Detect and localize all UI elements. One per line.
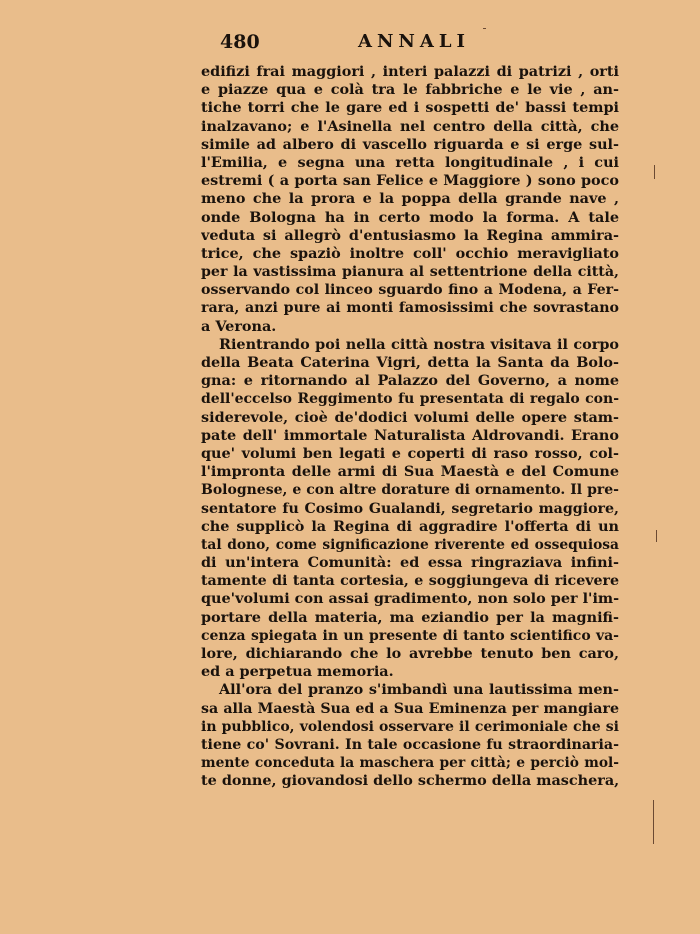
text-line: inalzavano; e l'Asinella nel centro della città, che [201,117,619,135]
text-line: sa alla Maestà Sua ed a Sua Eminenza per mangiare [201,700,619,717]
text-line: e piazze qua e colà tra le fabbriche e le vie , an- [201,81,619,99]
text-line: gna: e ritornando al Palazzo del Governo, a nome [201,372,619,390]
text-line: per la vastissima pianura al settentrione della città, [201,264,619,281]
page-number: 480 [220,31,260,53]
text-line: onde Bologna ha in certo modo la forma. A tale [201,208,619,226]
text-line: l'Emilia, e segna una retta longitudinale , i cui [201,153,619,171]
margin-mark [656,530,657,542]
body-text [201,63,619,791]
text-line: che supplicò la Regina di aggradire l'offerta di un [201,517,619,535]
text-line: simile ad albero di vascello riguarda e si erge sul- [201,135,619,153]
text-line: sentatore fu Cosimo Gualandi, segretario maggiore, [201,500,619,517]
text-line: tal dono, come significazione riverente ed ossequiosa [201,536,619,553]
text-line: dell'eccelso Reggimento fu presentata di regalo con- [201,391,619,408]
text-line: l'impronta delle armi di Sua Maestà e del Comune [201,463,619,481]
paragraph-start-line: Rientrando poi nella città nostra visitava il corpo [219,335,619,353]
text-line: siderevole, cioè de'dodici volumi delle opere stam- [201,408,619,426]
text-line: estremi ( a porta san Felice e Maggiore ) sono poco [201,172,619,190]
text-line: tamente di tanta cortesia, e soggiungeva di ricevere [201,573,619,590]
text-line: della Beata Caterina Vigri, detta la Santa da Bolo- [201,354,619,371]
text-line: osservando col linceo sguardo fino a Modena, a Fer- [201,282,619,299]
text-line: lore, dichiarando che lo avrebbe tenuto ben caro, [201,645,619,662]
margin-mark [483,28,486,29]
text-line: a Verona. [201,317,277,335]
text-line: portare della materia, ma eziandio per la magnifi- [201,608,619,626]
text-line: que'volumi con assai gradimento, non solo per l'im- [201,590,619,608]
running-title: ANNALI [358,31,470,52]
text-line: in pubblico, volendosi osservare il cerimoniale che si [201,718,619,735]
text-line: mente conceduta la maschera per città; e perciò mol- [201,755,619,772]
text-line: tiene co' Sovrani. In tale occasione fu straordinaria- [201,736,619,753]
text-line: meno che la prora e la poppa della grande nave , [201,190,619,208]
text-line: pate dell' immortale Naturalista Aldrovandi. Erano [201,426,619,444]
paragraph-start-line: All'ora del pranzo s'imbandì una lautissima men- [219,681,619,699]
text-line: tiche torri che le gare ed i sospetti de' bassi tempi [201,99,619,117]
text-line: veduta si allegrò d'entusiasmo la Regina ammira- [201,226,619,244]
text-line: rara, anzi pure ai monti famosissimi che sovrastano [201,300,619,317]
text-line: cenza spiegata in un presente di tanto scientifico va- [201,627,619,644]
text-line: Bolognese, e con altre dorature di ornamento. Il pre- [201,482,619,499]
text-line: edifizi frai maggiori , interi palazzi di patrizi , orti [201,63,619,80]
text-line: te donne, giovandosi dello schermo della maschera, [201,772,619,790]
text-line: que' volumi ben legati e coperti di raso rosso, col- [201,444,619,462]
text-line: di un'intera Comunità: ed essa ringraziava infini- [201,554,619,572]
page-header [220,31,620,53]
margin-mark [653,800,654,844]
margin-mark [654,165,655,179]
text-line: ed a perpetua memoria. [201,663,394,681]
text-line: trice, che spaziò inoltre coll' occhio meravigliato [201,244,619,262]
